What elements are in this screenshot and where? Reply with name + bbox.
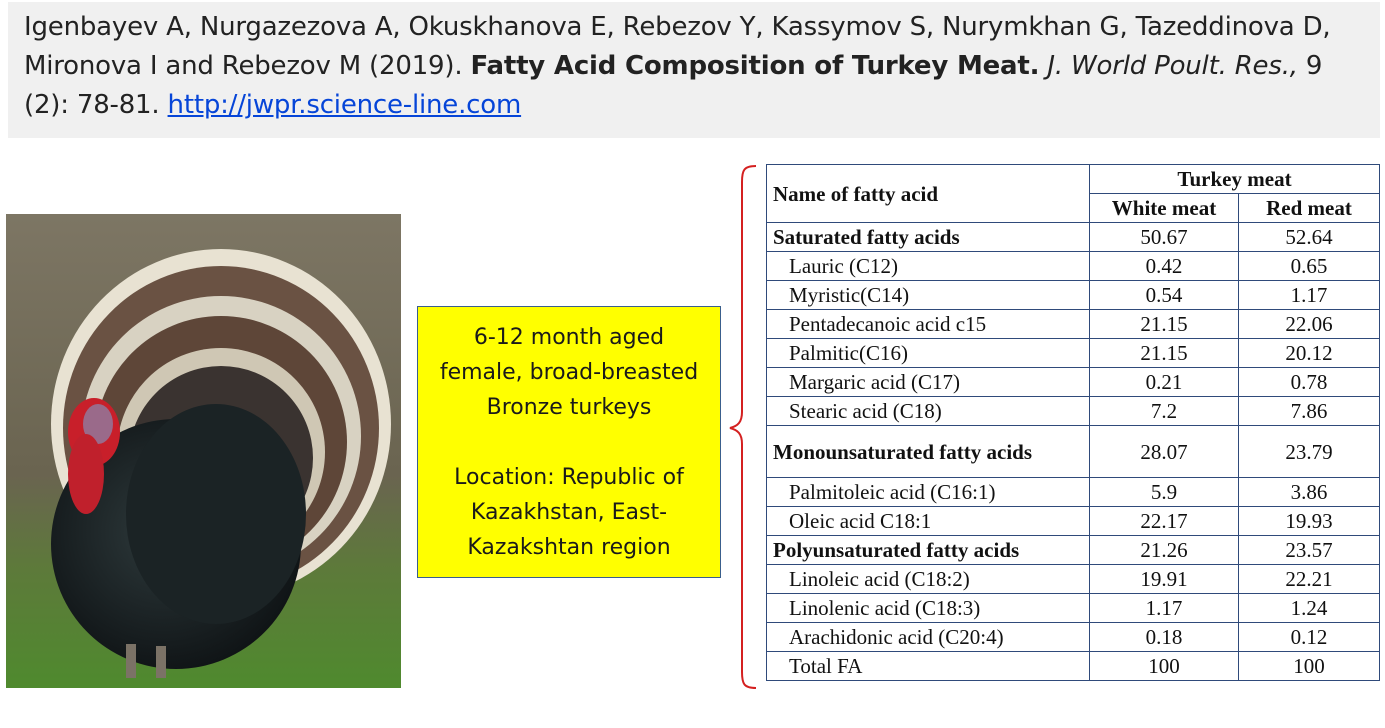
table-row (767, 368, 1380, 397)
row-red: 7.86 (1239, 397, 1380, 426)
row-red: 23.57 (1239, 536, 1380, 565)
row-white: 21.15 (1090, 310, 1239, 339)
row-name: Total FA (767, 652, 1090, 681)
row-white: 22.17 (1090, 507, 1239, 536)
row-white: 21.15 (1090, 339, 1239, 368)
row-white: 5.9 (1090, 478, 1239, 507)
table-row (767, 594, 1380, 623)
row-red: 52.64 (1239, 223, 1380, 252)
row-name: Lauric (C12) (767, 252, 1090, 281)
row-name: Pentadecanoic acid c15 (767, 310, 1090, 339)
info-line-6: Kazakshtan region (467, 534, 671, 560)
row-name: Monounsaturated fatty acids (767, 426, 1090, 478)
info-line-4: Location: Republic of (454, 464, 684, 490)
info-line-3: Bronze turkeys (486, 394, 652, 420)
row-name: Oleic acid C18:1 (767, 507, 1090, 536)
citation-journal: J. World Poult. Res., (1047, 51, 1298, 81)
citation-url-link[interactable]: http://jwpr.science-line.com (167, 90, 522, 120)
table-row (767, 281, 1380, 310)
fatty-acid-table (766, 164, 1380, 681)
row-name: Linolenic acid (C18:3) (767, 594, 1090, 623)
table-row (767, 652, 1380, 681)
row-red: 20.12 (1239, 339, 1380, 368)
table-row (767, 565, 1380, 594)
row-white: 0.21 (1090, 368, 1239, 397)
row-red: 22.21 (1239, 565, 1380, 594)
info-line-5: Kazakhstan, East- (470, 499, 668, 525)
citation-title: Fatty Acid Composition of Turkey Meat. (470, 51, 1040, 81)
row-red: 19.93 (1239, 507, 1380, 536)
row-red: 1.17 (1239, 281, 1380, 310)
row-red: 100 (1239, 652, 1380, 681)
table-row (767, 426, 1380, 478)
table-row (767, 478, 1380, 507)
table-row (767, 310, 1380, 339)
info-line-1: 6-12 month aged (473, 324, 665, 350)
row-white: 19.91 (1090, 565, 1239, 594)
row-name: Margaric acid (C17) (767, 368, 1090, 397)
table-row (767, 397, 1380, 426)
row-name: Polyunsaturated fatty acids (767, 536, 1090, 565)
row-name: Stearic acid (C18) (767, 397, 1090, 426)
citation-volume-pages: 9 (2): 78-81. (24, 51, 1323, 120)
row-name: Myristic(C14) (767, 281, 1090, 310)
row-red: 23.79 (1239, 426, 1380, 478)
row-name: Linoleic acid (C18:2) (767, 565, 1090, 594)
row-white: 7.2 (1090, 397, 1239, 426)
row-white: 100 (1090, 652, 1239, 681)
header-turkey-meat: Turkey meat (1090, 165, 1380, 194)
row-name: Arachidonic acid (C20:4) (767, 623, 1090, 652)
row-white: 0.18 (1090, 623, 1239, 652)
row-name: Saturated fatty acids (767, 223, 1090, 252)
row-white: 50.67 (1090, 223, 1239, 252)
header-name-of-fatty-acid: Name of fatty acid (767, 165, 1090, 223)
row-name: Palmitoleic acid (C16:1) (767, 478, 1090, 507)
table-row (767, 536, 1380, 565)
row-red: 3.86 (1239, 478, 1380, 507)
citation-authors: Igenbayev A, Nurgazezova A, Okuskhanova E, Rebezov Y, Kassymov S, Nurymkhan G, Tazeddinova D, Mironova I and Rebezov M (2019). (24, 12, 1331, 81)
row-white: 0.54 (1090, 281, 1239, 310)
table-row (767, 223, 1380, 252)
table-row (767, 507, 1380, 536)
study-info-box (417, 306, 721, 578)
row-white: 21.26 (1090, 536, 1239, 565)
row-red: 0.78 (1239, 368, 1380, 397)
citation-banner (8, 2, 1380, 138)
row-red: 1.24 (1239, 594, 1380, 623)
header-white-meat: White meat (1090, 194, 1239, 223)
curly-brace-icon (726, 164, 760, 690)
row-white: 28.07 (1090, 426, 1239, 478)
row-white: 1.17 (1090, 594, 1239, 623)
row-name: Palmitic(C16) (767, 339, 1090, 368)
row-red: 0.65 (1239, 252, 1380, 281)
row-red: 0.12 (1239, 623, 1380, 652)
row-red: 22.06 (1239, 310, 1380, 339)
table-row (767, 623, 1380, 652)
row-white: 0.42 (1090, 252, 1239, 281)
table-row (767, 339, 1380, 368)
info-line-2: female, broad-breasted (439, 359, 699, 385)
header-red-meat: Red meat (1239, 194, 1380, 223)
turkey-photo (6, 214, 401, 688)
table-row (767, 252, 1380, 281)
